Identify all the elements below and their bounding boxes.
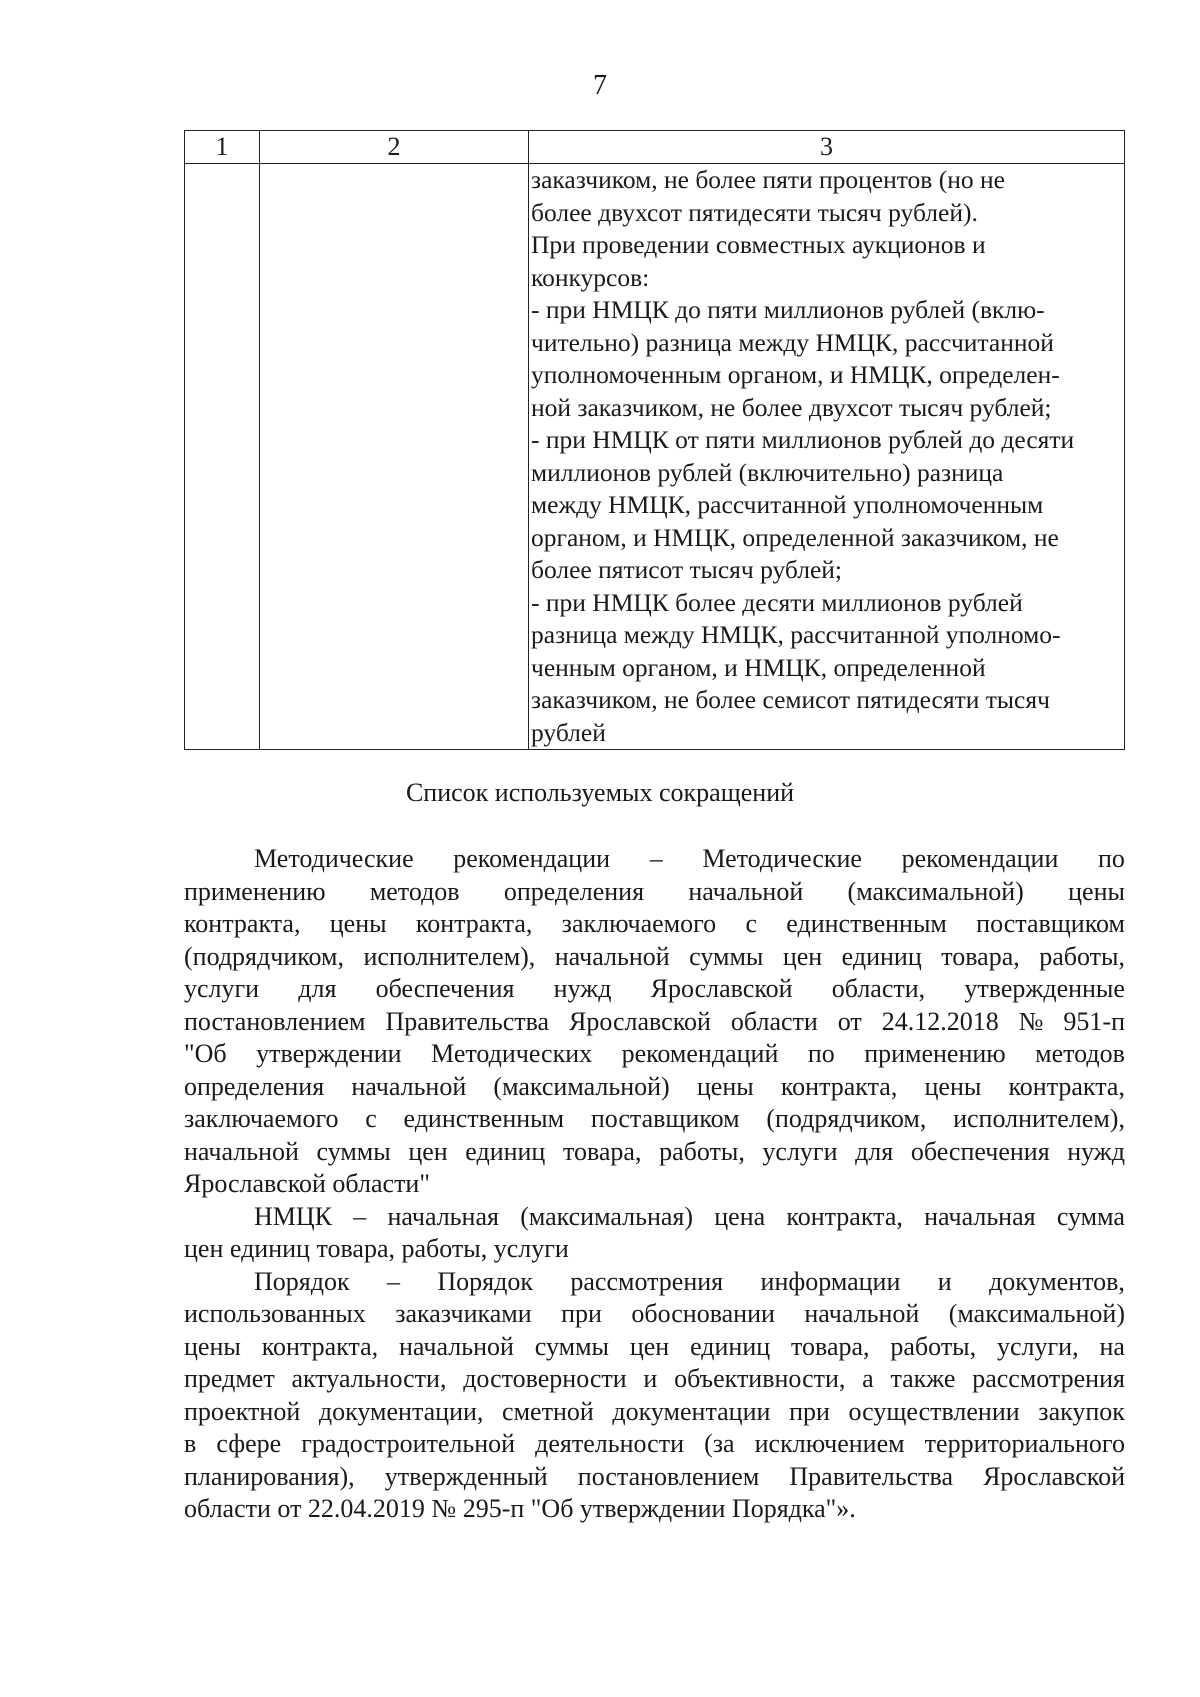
document-table bbox=[184, 130, 1125, 750]
cell-line: заказчиком, не более пяти процентов (но не bbox=[531, 165, 1005, 194]
table-header-col-3: 3 bbox=[529, 131, 1125, 164]
paragraph-line: в сфере градостроительной деятельности (за исключением территориального bbox=[184, 1429, 1125, 1458]
table-cell-col-2 bbox=[260, 164, 529, 750]
cell-text bbox=[529, 164, 1124, 749]
cell-line: чительно) разница между НМЦК, рассчитанной bbox=[531, 327, 1054, 357]
paragraph-line: использованных заказчиками при обосновании начальной (максимальной) bbox=[184, 1299, 1125, 1328]
paragraph-line: контракта, цены контракта, заключаемого с единственным поставщиком bbox=[184, 909, 1125, 938]
cell-line: ной заказчиком, не более двухсот тысяч рублей; bbox=[531, 392, 1052, 422]
cell-line: более пятисот тысяч рублей; bbox=[531, 555, 843, 584]
paragraph-line: Методические рекомендации – Методические рекомендации по bbox=[254, 844, 1125, 873]
paragraph-line: определения начальной (максимальной) цены контракта, цены контракта, bbox=[184, 1071, 1125, 1101]
paragraph-line: цены контракта, начальной суммы цен единиц товара, работы, услуги, на bbox=[184, 1331, 1125, 1361]
cell-line: ченным органом, и НМЦК, определенной bbox=[531, 652, 986, 682]
cell-line: заказчиком, не более семисот пятидесяти тысяч bbox=[531, 685, 1050, 714]
cell-line: рублей bbox=[531, 717, 606, 747]
cell-line: более двухсот пятидесяти тысяч рублей). bbox=[531, 197, 978, 227]
paragraph-line: проектной документации, сметной документации при осуществлении закупок bbox=[184, 1396, 1125, 1426]
paragraph-line: начальной суммы цен единиц товара, работы, услуги для обеспечения нужд bbox=[184, 1136, 1125, 1166]
table-header-col-2: 2 bbox=[260, 131, 529, 164]
paragraph-line: (подрядчиком, исполнителем), начальной суммы цен единиц товара, работы, bbox=[184, 941, 1125, 971]
section-title: Список используемых сокращений bbox=[405, 778, 795, 807]
paragraph-line: планирования), утвержденный постановлением Правительства Ярославской bbox=[184, 1461, 1125, 1491]
cell-line: конкурсов: bbox=[531, 262, 650, 292]
paragraph-line: Порядок – Порядок рассмотрения информации и документов, bbox=[254, 1266, 1125, 1296]
table-header-row bbox=[185, 131, 1125, 164]
table-cell-col-3 bbox=[529, 164, 1125, 750]
table-cell-col-1 bbox=[185, 164, 260, 750]
cell-line: миллионов рублей (включительно) разница bbox=[531, 457, 1004, 487]
paragraph-line: Ярославской области" bbox=[184, 1169, 430, 1198]
abbreviation-paragraph bbox=[184, 843, 1125, 1201]
cell-line: - при НМЦК более десяти миллионов рублей bbox=[531, 587, 1023, 617]
cell-line: органом, и НМЦК, определенной заказчиком, не bbox=[531, 522, 1059, 552]
cell-line: между НМЦК, рассчитанной уполномоченным bbox=[531, 490, 1044, 519]
cell-line: уполномоченным органом, и НМЦК, определен- bbox=[531, 360, 1060, 389]
table-row bbox=[185, 164, 1125, 750]
paragraph-line: цен единиц товара, работы, услуги bbox=[184, 1234, 569, 1263]
paragraph-line: "Об утверждении Методических рекомендаций по применению методов bbox=[184, 1039, 1125, 1068]
abbreviation-paragraph bbox=[184, 1266, 1125, 1526]
paragraph-line: применению методов определения начальной (максимальной) цены bbox=[184, 876, 1125, 906]
paragraph-line: услуги для обеспечения нужд Ярославской области, утвержденные bbox=[184, 974, 1125, 1003]
cell-line: - при НМЦК до пяти миллионов рублей (вклю- bbox=[531, 295, 1045, 324]
table-header-col-1: 1 bbox=[185, 131, 260, 164]
paragraph-line: постановлением Правительства Ярославской области от 24.12.2018 № 951-п bbox=[184, 1006, 1125, 1036]
cell-line: - при НМЦК от пяти миллионов рублей до десяти bbox=[531, 425, 1075, 454]
paragraph-line: области от 22.04.2019 № 295-п "Об утверждении Порядка"». bbox=[184, 1494, 856, 1523]
cell-line: разница между НМЦК, рассчитанной уполномо- bbox=[531, 620, 1061, 649]
cell-line: При проведении совместных аукционов и bbox=[531, 230, 986, 259]
paragraph-line: НМЦК – начальная (максимальная) цена контракта, начальная сумма bbox=[254, 1201, 1125, 1231]
abbreviations-body bbox=[184, 843, 1125, 1526]
page-number: 7 bbox=[593, 70, 607, 101]
paragraph-line: заключаемого с единственным поставщиком (подрядчиком, исполнителем), bbox=[184, 1104, 1125, 1133]
abbreviation-paragraph bbox=[184, 1201, 1125, 1266]
paragraph-line: предмет актуальности, достоверности и объективности, а также рассмотрения bbox=[184, 1364, 1125, 1393]
